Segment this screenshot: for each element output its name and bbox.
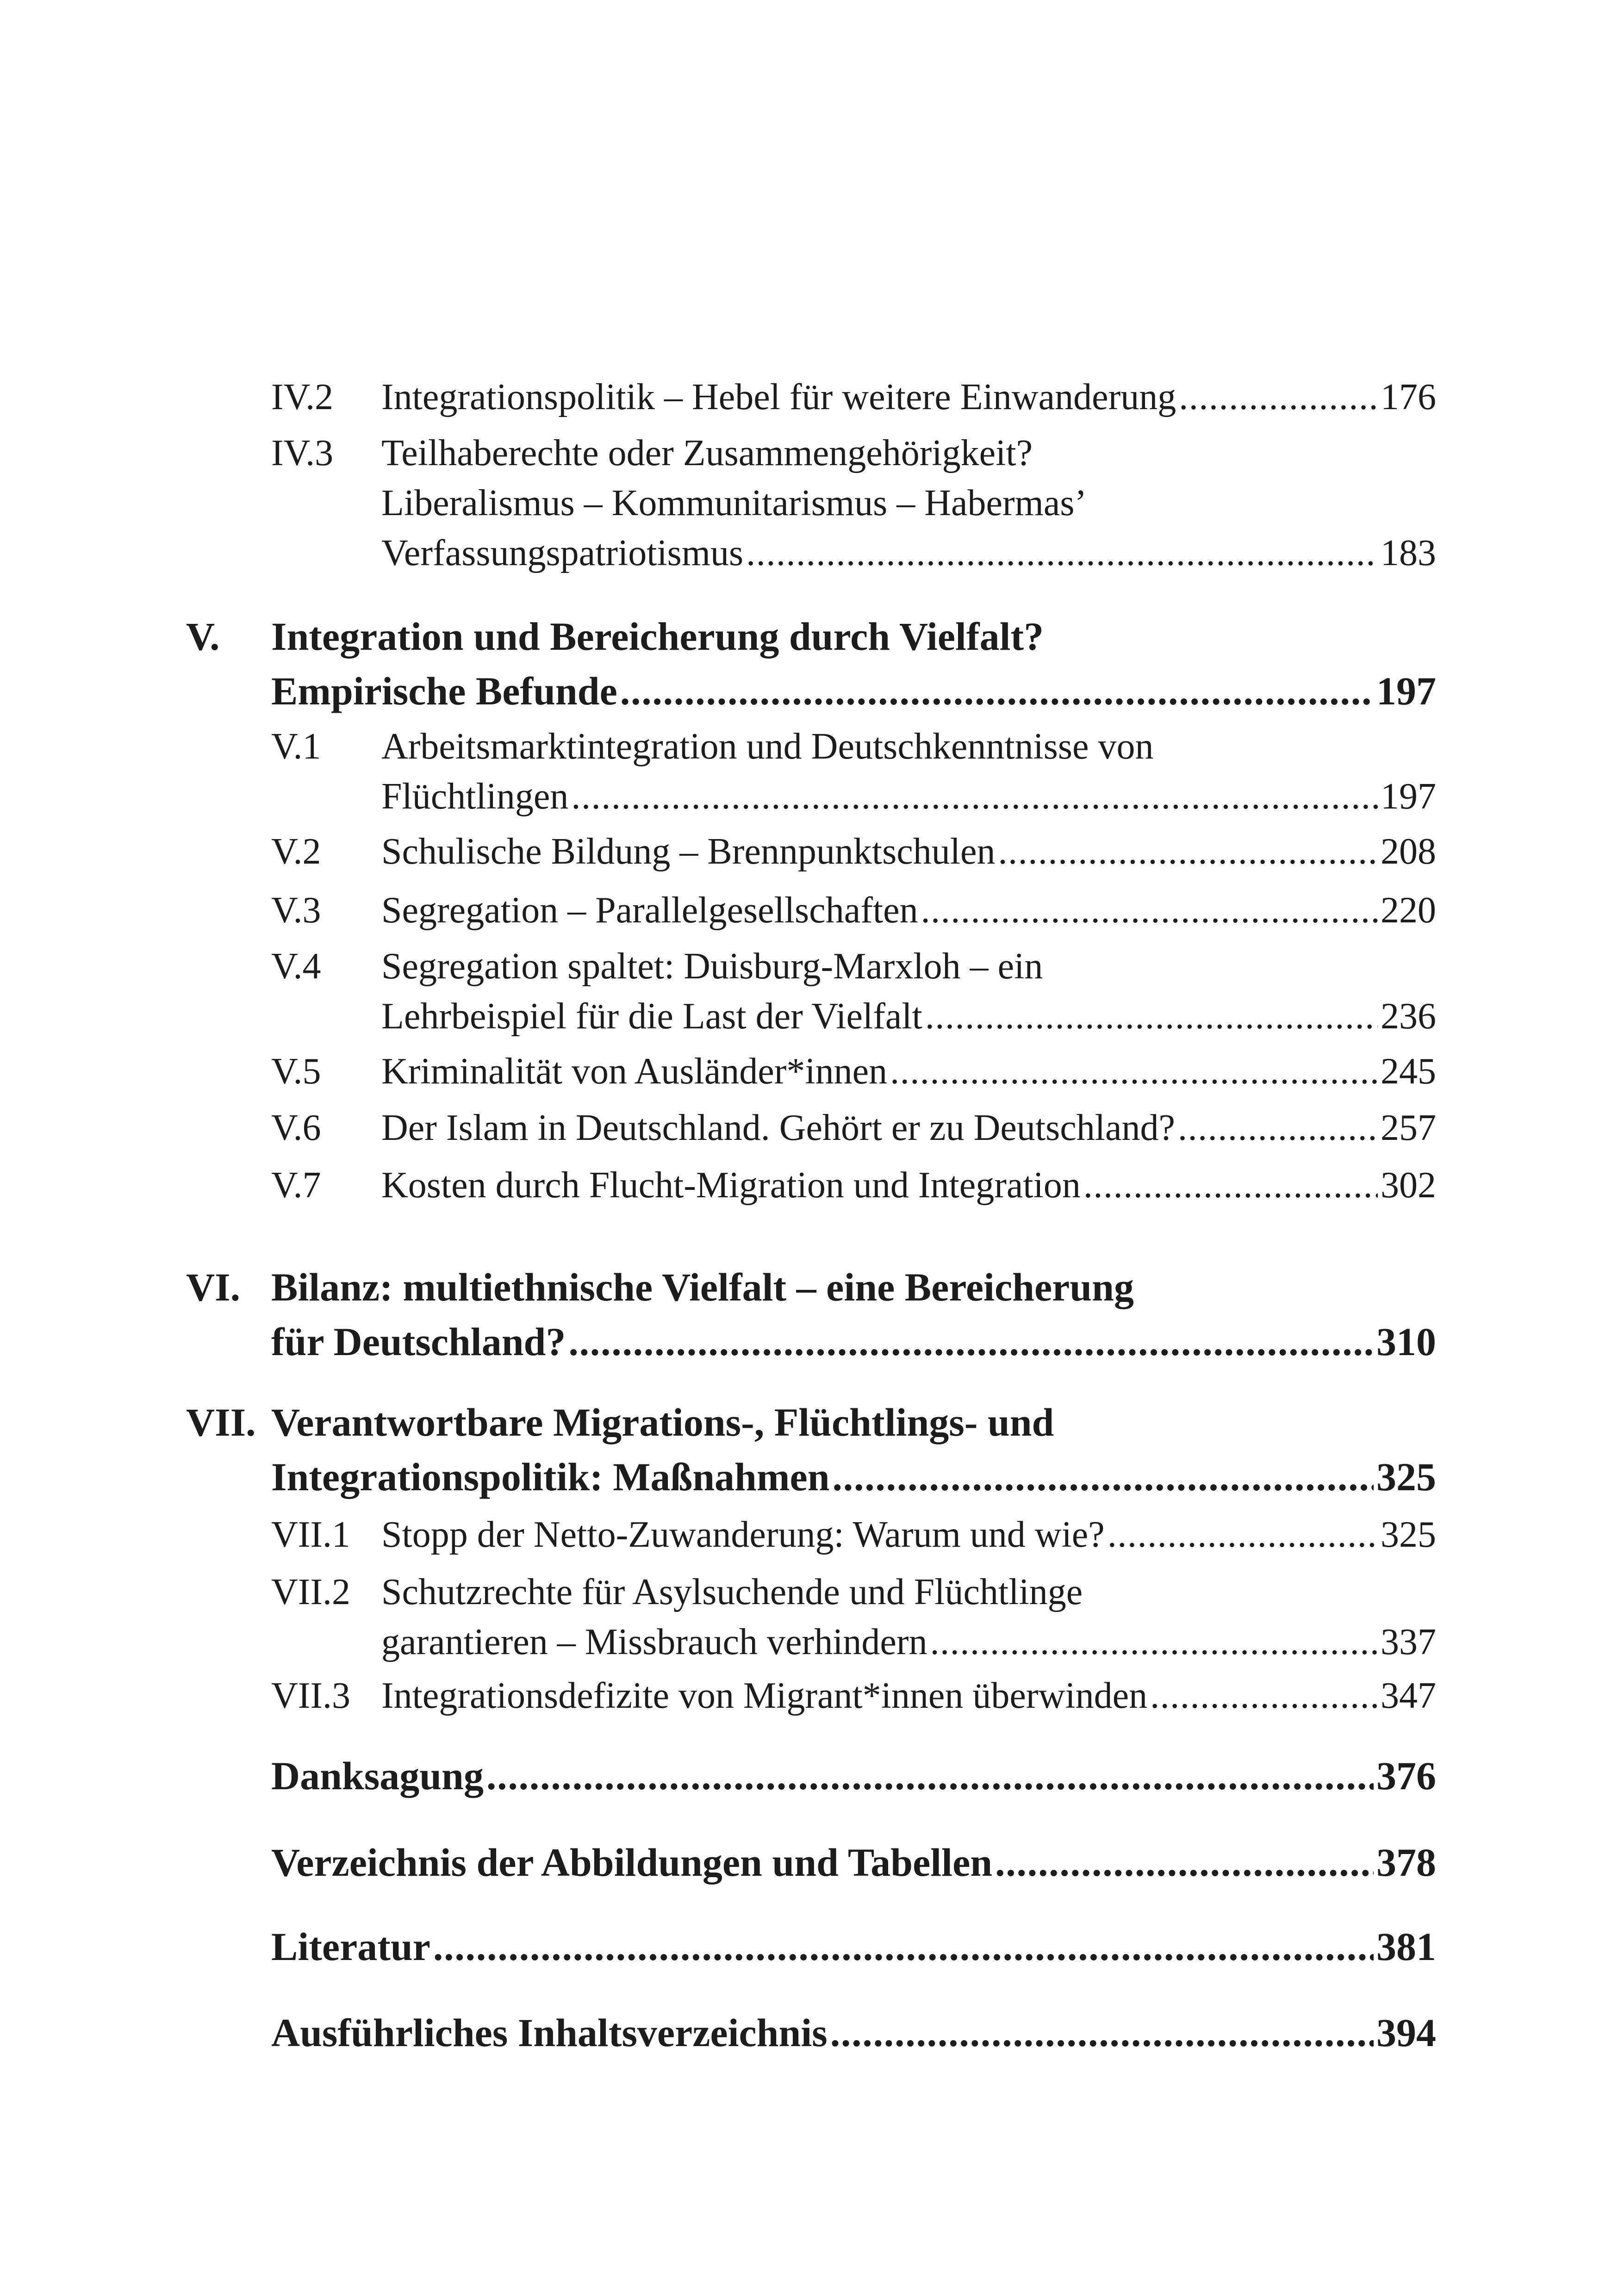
page-number: 208 xyxy=(1381,831,1436,872)
section-title: Integrationsdefizite von Migrant*innen überwinden xyxy=(381,1675,1148,1716)
page-number: 220 xyxy=(1381,890,1436,931)
section-number: V.7 xyxy=(271,1165,321,1206)
dot-leader xyxy=(571,772,1378,821)
section-title: Lehrbeispiel für die Last der Vielfalt xyxy=(381,996,922,1037)
dot-leader xyxy=(1179,372,1378,422)
section-number: VII.2 xyxy=(271,1572,351,1612)
page-number: 394 xyxy=(1376,2010,1436,2055)
chapter-number: VI. xyxy=(186,1265,241,1309)
chapter-title: Empirische Befunde xyxy=(271,669,617,713)
chapter-title: für Deutschland? xyxy=(271,1319,566,1364)
section-title: Arbeitsmarktintegration und Deutschkenntnisse von xyxy=(381,726,1154,767)
chapter-title: Integration und Bereicherung durch Vielfalt? xyxy=(271,614,1044,659)
page-number: 176 xyxy=(1381,377,1436,417)
page-number: 325 xyxy=(1376,1455,1436,1499)
chapter-title: Verantwortbare Migrations-, Flüchtlings- und xyxy=(271,1400,1054,1444)
section-number: VII.1 xyxy=(271,1514,351,1555)
dot-leader xyxy=(1178,1103,1378,1153)
section-number: V.1 xyxy=(271,726,321,767)
dot-leader xyxy=(830,2005,1374,2060)
dot-leader xyxy=(746,528,1378,578)
dot-leader xyxy=(620,664,1374,718)
chapter-title: Ausführliches Inhaltsverzeichnis xyxy=(271,2010,828,2055)
dot-leader xyxy=(1150,1671,1378,1721)
chapter-title: Integrationspolitik: Maßnahmen xyxy=(271,1455,830,1499)
page-number: 197 xyxy=(1381,776,1436,817)
section-number: V.2 xyxy=(271,831,321,872)
page-number: 381 xyxy=(1376,1924,1436,1969)
section-number: V.6 xyxy=(271,1108,321,1148)
section-title: Flüchtlingen xyxy=(381,776,569,817)
section-title: Kriminalität von Ausländer*innen xyxy=(381,1051,888,1092)
page-number: 257 xyxy=(1381,1108,1436,1148)
section-title: Stopp der Netto-Zuwanderung: Warum und wie? xyxy=(381,1514,1105,1555)
page-number: 337 xyxy=(1381,1622,1436,1662)
section-number: IV.2 xyxy=(271,377,334,417)
page-number: 310 xyxy=(1376,1319,1436,1364)
page-number: 183 xyxy=(1381,533,1436,573)
section-title: Liberalismus – Kommunitarismus – Habermas’ xyxy=(381,483,1087,523)
dot-leader xyxy=(921,885,1378,935)
chapter-title: Verzeichnis der Abbildungen und Tabellen xyxy=(271,1840,993,1885)
dot-leader xyxy=(995,1835,1374,1890)
page-number: 347 xyxy=(1381,1675,1436,1716)
section-number: V.5 xyxy=(271,1051,321,1092)
page-number: 378 xyxy=(1376,1840,1436,1885)
section-title: Segregation – Parallelgesellschaften xyxy=(381,890,918,931)
dot-leader xyxy=(930,1617,1378,1667)
dot-leader xyxy=(1108,1510,1378,1560)
section-title: Schulische Bildung – Brennpunktschulen xyxy=(381,831,996,872)
dot-leader xyxy=(925,991,1378,1041)
section-number: V.3 xyxy=(271,890,321,931)
dot-leader xyxy=(486,1748,1374,1803)
section-title: Integrationspolitik – Hebel für weitere Einwanderung xyxy=(381,377,1176,417)
section-title: Teilhaberechte oder Zusammengehörigkeit? xyxy=(381,433,1033,473)
dot-leader xyxy=(433,1919,1374,1974)
chapter-title: Literatur xyxy=(271,1924,430,1969)
section-title: Der Islam in Deutschland. Gehört er zu Deutschland? xyxy=(381,1108,1175,1148)
section-number: V.4 xyxy=(271,946,321,987)
page-number: 245 xyxy=(1381,1051,1436,1092)
page-number: 302 xyxy=(1381,1165,1436,1206)
page-number: 325 xyxy=(1381,1514,1436,1555)
section-number: IV.3 xyxy=(271,433,334,473)
chapter-number: VII. xyxy=(186,1400,256,1444)
section-title: garantieren – Missbrauch verhindern xyxy=(381,1622,927,1662)
page-number: 197 xyxy=(1376,669,1436,713)
page-number: 376 xyxy=(1376,1754,1436,1798)
dot-leader xyxy=(1083,1160,1378,1210)
dot-leader xyxy=(890,1046,1378,1096)
section-title: Kosten durch Flucht-Migration und Integration xyxy=(381,1165,1081,1206)
page-number: 236 xyxy=(1381,996,1436,1037)
section-title: Schutzrechte für Asylsuchende und Flüchtlinge xyxy=(381,1572,1083,1612)
section-number: VII.3 xyxy=(271,1675,351,1716)
dot-leader xyxy=(568,1314,1374,1369)
chapter-title: Danksagung xyxy=(271,1754,484,1798)
dot-leader xyxy=(998,827,1378,877)
chapter-title: Bilanz: multiethnische Vielfalt – eine Bereicherung xyxy=(271,1265,1134,1309)
chapter-number: V. xyxy=(186,614,220,659)
section-title: Verfassungspatriotismus xyxy=(381,533,744,573)
dot-leader xyxy=(833,1450,1374,1504)
section-title: Segregation spaltet: Duisburg-Marxloh – ein xyxy=(381,946,1043,987)
